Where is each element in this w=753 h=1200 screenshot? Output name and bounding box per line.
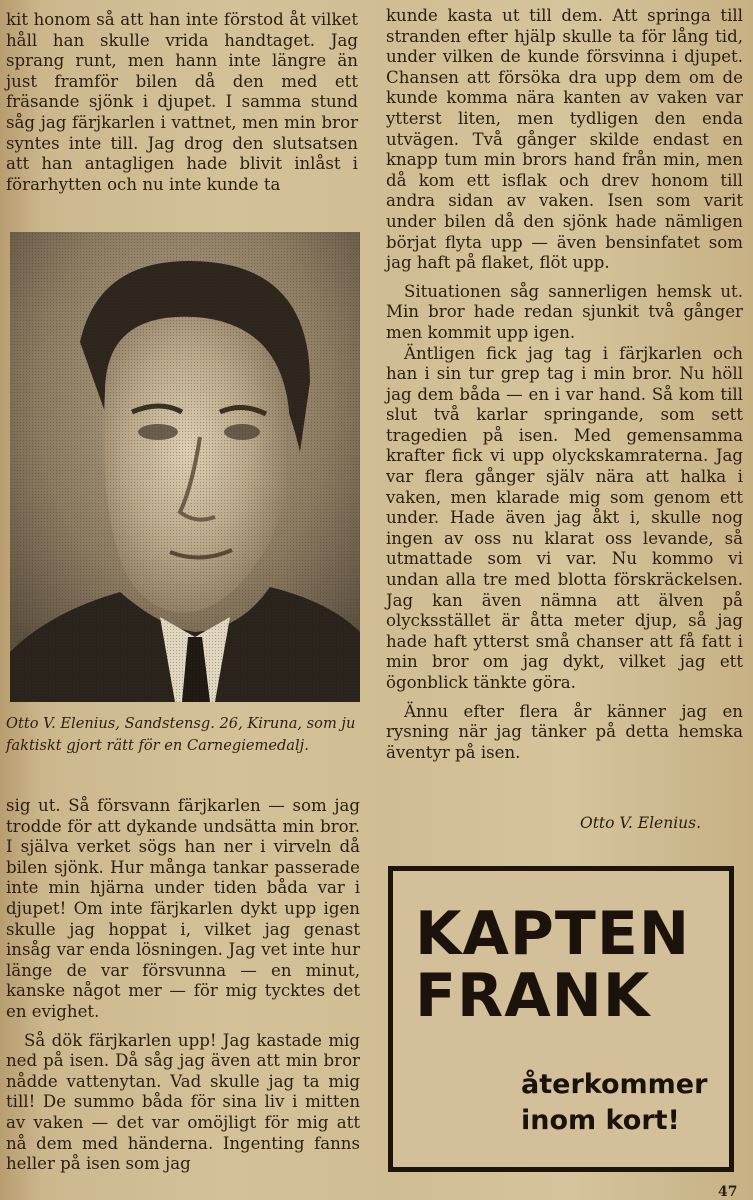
article-column-left-bottom — [6, 796, 360, 1175]
advertisement-subtitle — [521, 1067, 721, 1139]
portrait-photo — [10, 232, 360, 702]
advertisement-subtitle-line: återkommer — [521, 1069, 708, 1100]
article-column-left-top — [6, 10, 358, 195]
article-paragraph: Ännu efter flera år känner jag en rysning när jag tänker på detta hemska äventyr på isen. — [386, 701, 743, 762]
advertisement-title — [415, 899, 725, 1031]
page-number: 47 — [718, 1184, 738, 1200]
article-paragraph: kit honom så att han inte förstod åt vilket håll han skulle vrida handtaget. Jag sprang runt, men hann inte längre än just framför bilen då den med ett fräsande sjönk i djupet. I samma stund såg jag färjkarlen i vattnet, men min bror syntes inte till. Jag drog den slutsatsen att han antagligen hade blivit inlåst i förarhytten och nu inte kunde ta — [6, 10, 358, 194]
portrait-illustration — [10, 232, 360, 702]
advertisement-subtitle-line: inom kort! — [521, 1105, 680, 1136]
author-signature: Otto V. Elenius. — [580, 814, 702, 832]
advertisement-title-line: FRANK — [415, 961, 651, 1031]
article-paragraph: Situationen såg sannerligen hemsk ut. Min bror hade redan sjunkit två gånger men kommit upp igen. — [386, 281, 743, 342]
photo-caption: Otto V. Elenius, Sandstensg. 26, Kiruna, som ju faktiskt gjort rätt för en Carnegiemedalj. — [6, 715, 356, 754]
advertisement-title-line: KAPTEN — [415, 899, 691, 969]
advertisement-box — [388, 866, 734, 1172]
article-paragraph: kunde kasta ut till dem. Att springa till stranden efter hjälp skulle ta för lång tid, under vilken de kunde försvinna i djupet. Chansen att försöka dra upp dem om de kunde komma nära kanten av vaken var ytterst liten, men tydligen den enda utvägen. Två gånger skilde endast en knapp tum min brors hand från min, men då kom ett isflak och drev honom till andra sidan av vaken. Isen som varit under bilen då den sjönk hade nämligen börjat flyta upp — även bensinfatet som jag haft på flaket, flöt upp. — [386, 6, 743, 273]
article-column-right — [386, 6, 743, 763]
article-paragraph: sig ut. Så försvann färjkarlen — som jag trodde för att dykande undsätta min bror. I själva verket sögs han ner i virveln då bilen sjönk. Hur många tankar passerade inte min hjärna under tiden båda var i djupet! Om inte färjkarlen dykt upp igen skulle jag hoppat i, vilket jag genast insåg var enda lösningen. Jag vet inte hur länge de var försvunna — en minut, kanske något mer — för mig tycktes det en evighet. — [6, 796, 360, 1021]
article-paragraph: Så dök färjkarlen upp! Jag kastade mig ned på isen. Då såg jag även att min bror nådde vattenytan. Vad skulle jag ta mig till! De summo båda för sina liv i mitten av vaken — det var omöjligt för mig att nå dem med händerna. Ingenting fanns heller på isen som jag — [6, 1030, 360, 1174]
article-paragraph: Äntligen fick jag tag i färjkarlen och han i sin tur grep tag i min bror. Nu höll jag dem båda — en i var hand. Så kom till slut två karlar springande, som sett tragedien på isen. Med gemensamma krafter fick vi upp olyckskamraterna. Jag var flera gånger själv nära att halka i vaken, men klarade mig som genom ett under. Hade även jag åkt i, skulle nog ingen av oss nu klarat oss levande, så utmattade som vi var. Nu kommo vi undan alla tre med blotta förskräckelsen. Jag kan även nämna att älven på olycksstället är åtta meter djup, så jag hade haft ytterst små chanser att få fatt i min bror om jag dykt, vilket jag ett ögonblick tänkte göra. — [386, 343, 743, 692]
